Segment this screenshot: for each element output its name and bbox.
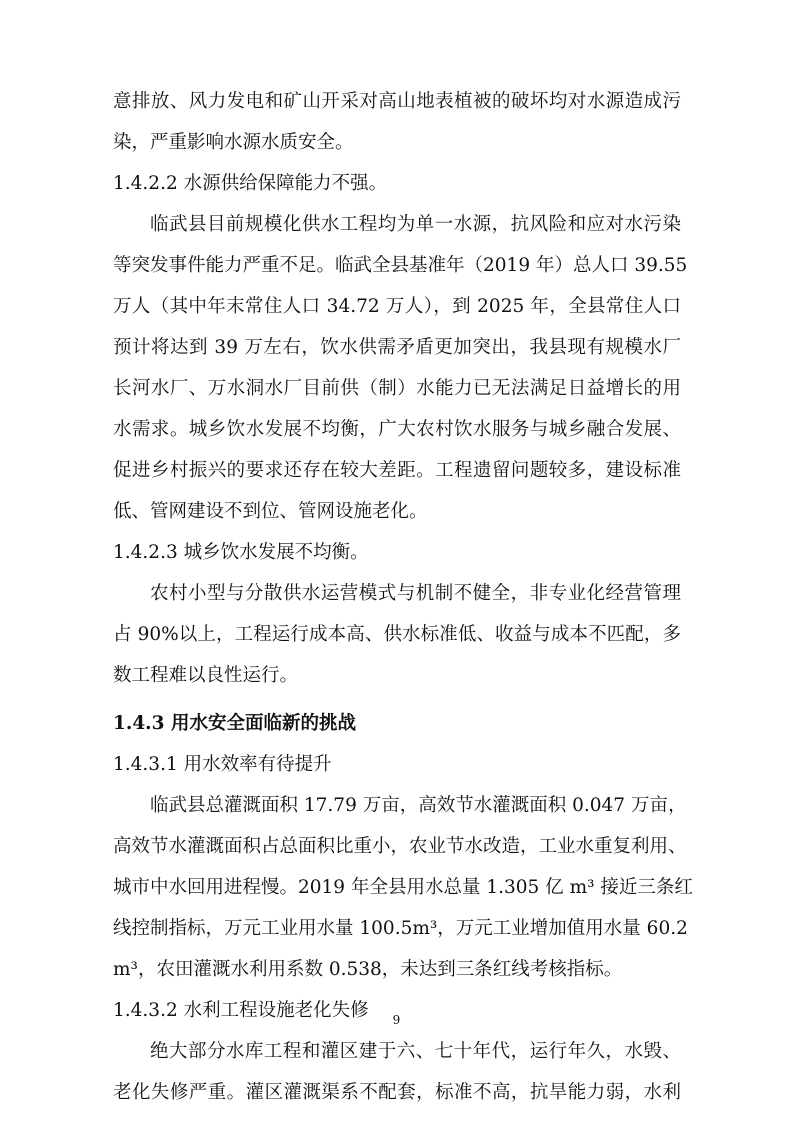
body-line: 临武县目前规模化供水工程均为单一水源，抗风险和应对水污染 (150, 214, 681, 235)
body-line: 高效节水灌溉面积占总面积比重小，农业节水改造，工业水重复利用、 (113, 836, 687, 857)
body-line: 预计将达到 39 万左右，饮水供需矛盾更加突出，我县现有规模水厂 (113, 337, 681, 358)
body-line: 染，严重影响水源水质安全。 (113, 132, 354, 153)
body-line: 低、管网建设不到位、管网设施老化。 (113, 501, 428, 522)
body-line: 线控制指标，万元工业用水量 100.5m³，万元工业增加值用水量 60.2 (113, 918, 688, 939)
body-line: 促进乡村振兴的要求还存在较大差距。工程遗留问题较多，建设标准 (113, 460, 681, 481)
section-heading: 1.4.3.2 水利工程设施老化失修 (113, 1000, 369, 1021)
body-line: 意排放、风力发电和矿山开采对高山地表植被的破坏均对水源造成污 (113, 91, 681, 112)
body-line: 水需求。城乡饮水发展不均衡，广大农村饮水服务与城乡融合发展、 (113, 419, 681, 440)
section-heading: 1.4.3.1 用水效率有待提升 (113, 754, 332, 775)
body-line: 农村小型与分散供水运营模式与机制不健全，非专业化经营管理 (150, 583, 681, 604)
body-line: m³，农田灌溉水利用系数 0.538，未达到三条红线考核指标。 (113, 959, 623, 980)
body-line: 老化失修严重。灌区灌溉渠系不配套，标准不高，抗旱能力弱，水利 (113, 1082, 681, 1103)
body-line: 数工程难以良性运行。 (113, 665, 299, 686)
subsection-heading: 1.4.3 用水安全面临新的挑战 (113, 713, 356, 734)
body-line: 长河水厂、万水洞水厂目前供（制）水能力已无法满足日益增长的用 (113, 378, 681, 399)
body-line: 绝大部分水库工程和灌区建于六、七十年代，运行年久，水毁、 (150, 1041, 681, 1062)
body-line: 占 90%以上，工程运行成本高、供水标准低、收益与成本不匹配，多 (113, 624, 681, 645)
body-line: 等突发事件能力严重不足。临武全县基准年（2019 年）总人口 39.55 (113, 255, 688, 276)
body-line: 临武县总灌溉面积 17.79 万亩，高效节水灌溉面积 0.047 万亩， (150, 795, 687, 816)
section-heading: 1.4.2.3 城乡饮水发展不均衡。 (113, 542, 369, 563)
body-line: 万人（其中年末常住人口 34.72 万人），到 2025 年，全县常住人口 (113, 296, 681, 317)
body-line: 城市中水回用进程慢。2019 年全县用水总量 1.305 亿 m³ 接近三条红 (113, 877, 693, 898)
page-number: 9 (392, 1013, 401, 1027)
section-heading: 1.4.2.2 水源供给保障能力不强。 (113, 173, 388, 194)
